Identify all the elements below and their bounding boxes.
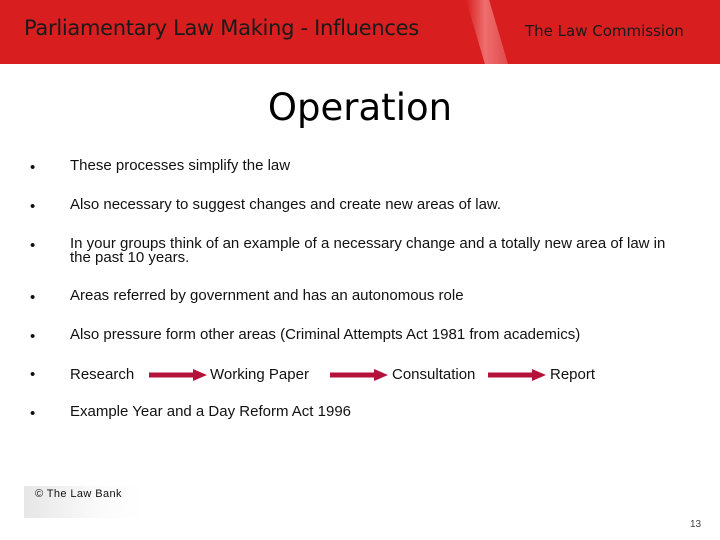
flow-arrow-icon bbox=[149, 369, 207, 381]
flow-arrow-icon bbox=[488, 369, 546, 381]
header-title: Parliamentary Law Making - Influences bbox=[24, 16, 419, 40]
bullet-text: These processes simplify the law bbox=[70, 157, 291, 174]
bullet-marker: • bbox=[30, 405, 36, 422]
bullet-text: Also pressure form other areas (Criminal Attempts Act 1981 from academics) bbox=[70, 326, 581, 343]
header-bar bbox=[0, 0, 720, 64]
flow-step-working-paper: Working Paper bbox=[210, 366, 309, 383]
flow-step-consultation: Consultation bbox=[392, 366, 476, 383]
bullet-text: In your groups think of an example of a necessary change and a totally new area of law in the past 10 years. bbox=[70, 235, 666, 266]
bullet-text: Areas referred by government and has an autonomous role bbox=[70, 287, 464, 304]
bullet-marker: • bbox=[30, 289, 36, 306]
bullet-marker: • bbox=[30, 198, 36, 215]
page-number: 13 bbox=[690, 519, 702, 530]
bullet-marker: • bbox=[30, 237, 36, 254]
bullet-marker: • bbox=[30, 366, 36, 383]
slide-title: Operation bbox=[267, 86, 453, 129]
bullet-marker: • bbox=[30, 159, 36, 176]
footer-copyright: © The Law Bank bbox=[35, 488, 122, 500]
flow-arrow-icon bbox=[330, 369, 388, 381]
bullet-text: Example Year and a Day Reform Act 1996 bbox=[70, 403, 352, 420]
flow-step-report: Report bbox=[550, 366, 596, 383]
flow-step-research: Research bbox=[70, 366, 135, 383]
header-divider bbox=[466, 0, 508, 64]
bullet-text: Also necessary to suggest changes and create new areas of law. bbox=[70, 196, 502, 213]
bullet-marker: • bbox=[30, 328, 36, 345]
header-subtitle: The Law Commission bbox=[525, 22, 684, 40]
